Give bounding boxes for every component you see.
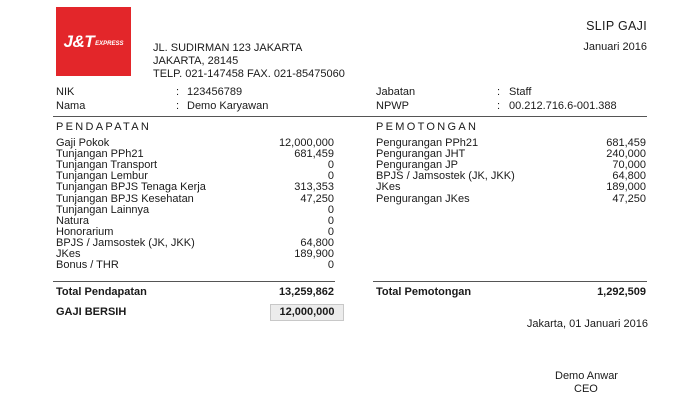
npwp-label: NPWP: [376, 100, 409, 112]
income-item-label: Tunjangan BPJS Kesehatan: [56, 192, 194, 205]
name-value: Demo Karyawan: [187, 100, 269, 112]
deduction-item-amount: 681,459: [606, 137, 646, 149]
deduction-row: [376, 182, 646, 193]
income-item-label: Natura: [56, 214, 90, 227]
income-item-label: Tunjangan Lainnya: [56, 203, 150, 216]
income-item-label: Tunjangan PPh21: [56, 148, 144, 161]
income-item-amount: 0: [327, 259, 334, 272]
income-item-label: Honorarium: [56, 225, 114, 238]
income-row: [56, 260, 334, 271]
income-total-divider: [53, 281, 335, 282]
income-item-amount: 0: [327, 203, 334, 216]
nik-separator: :: [176, 86, 180, 98]
name-label: Nama: [56, 100, 86, 112]
npwp-value: 00.212.716.6-001.388: [509, 100, 617, 112]
deduction-item-amount: 70,000: [612, 159, 646, 172]
income-item-amount: 12,000,000: [278, 137, 334, 149]
company-logo: [56, 7, 131, 76]
income-item-amount: 681,459: [294, 148, 334, 161]
income-item-label: Tunjangan BPJS Tenaga Kerja: [56, 181, 206, 194]
income-item-label: Bonus / THR: [56, 259, 119, 272]
document-title: SLIP GAJI: [586, 19, 647, 33]
income-row: [56, 238, 334, 249]
nik-value: 123456789: [187, 86, 243, 98]
pay-period: Januari 2016: [583, 41, 647, 53]
income-item-amount: 64,800: [300, 236, 334, 249]
income-item-amount: 0: [327, 214, 334, 227]
income-item-label: Tunjangan Lembur: [56, 170, 148, 183]
name-separator: :: [176, 100, 180, 112]
company-address-line1: JL. SUDIRMAN 123 JAKARTA: [153, 42, 303, 54]
deduction-row: [376, 194, 646, 205]
deductions-heading: PEMOTONGAN: [376, 121, 479, 133]
position-separator: :: [497, 86, 501, 98]
deduction-item-label: JKes: [376, 181, 401, 194]
deduction-item-label: Pengurangan JP: [376, 159, 458, 172]
income-item-label: Gaji Pokok: [56, 137, 110, 149]
income-item-amount: 0: [327, 225, 334, 238]
signer-title: CEO: [574, 383, 598, 395]
signature-place-date: Jakarta, 01 Januari 2016: [526, 318, 648, 330]
position-label: Jabatan: [376, 86, 416, 98]
income-item-label: JKes: [56, 248, 81, 260]
signer-name: Demo Anwar: [555, 370, 618, 382]
income-item-amount: 0: [327, 170, 334, 183]
income-row: [56, 182, 334, 193]
deduction-item-label: Pengurangan PPh21: [376, 137, 479, 149]
income-row: [56, 205, 334, 216]
deduction-item-amount: 189,000: [606, 181, 646, 194]
deduction-total-label: Total Pemotongan: [376, 286, 472, 298]
nik-label: NIK: [56, 86, 75, 98]
income-total-value: 13,259,862: [278, 286, 334, 298]
net-salary-label: GAJI BERSIH: [56, 306, 127, 318]
company-phone-fax: TELP. 021-147458 FAX. 021-85475060: [153, 68, 345, 80]
income-heading: PENDAPATAN: [56, 121, 152, 133]
income-item-label: BPJS / Jamsostek (JK, JKK): [56, 236, 195, 249]
npwp-separator: :: [497, 100, 501, 112]
income-item-amount: 47,250: [300, 192, 334, 205]
position-value: Staff: [509, 86, 532, 98]
deduction-item-amount: 47,250: [612, 192, 646, 205]
deduction-total-divider: [373, 281, 647, 282]
deduction-total-value: 1,292,509: [597, 286, 646, 298]
company-address-line2: JAKARTA, 28145: [153, 55, 239, 67]
deduction-item-label: BPJS / Jamsostek (JK, JKK): [376, 170, 515, 183]
income-item-amount: 313,353: [294, 181, 334, 194]
income-item-amount: 189,900: [294, 248, 334, 260]
income-row: [56, 194, 334, 205]
logo-text: J&T: [63, 31, 95, 51]
deduction-item-label: Pengurangan JKes: [376, 192, 470, 205]
logo-subtext: EXPRESS: [95, 40, 124, 47]
net-salary-value: 12,000,000: [270, 304, 344, 321]
income-item-amount: 0: [327, 159, 334, 172]
income-item-label: Tunjangan Transport: [56, 159, 158, 172]
header-divider: [53, 116, 647, 117]
deduction-item-label: Pengurangan JHT: [376, 148, 466, 161]
deduction-item-amount: 240,000: [606, 148, 646, 161]
income-total-label: Total Pendapatan: [56, 286, 147, 298]
deduction-item-amount: 64,800: [612, 170, 646, 183]
